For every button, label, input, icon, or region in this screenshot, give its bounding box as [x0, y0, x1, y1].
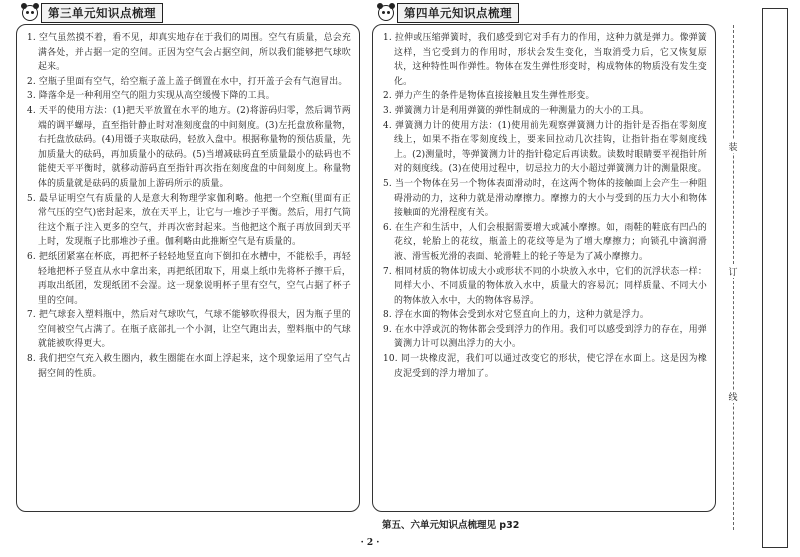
- left-content-box: [16, 24, 360, 512]
- left-section-header: [22, 4, 163, 22]
- right-item: 2. 弹力产生的条件是物体直接接触且发生弹性形变。: [383, 91, 595, 102]
- next-units-note: 第五、六单元知识点梳理见 p32: [382, 520, 520, 531]
- right-item: 5. 当一个物体在另一个物体表面滑动时，在这两个物体的接触面上会产生一种阻碍滑动的力，这种力就是滑动摩擦力。摩擦力的大小与受到的压力大小和物体接触面的光滑程度有关。: [383, 178, 707, 219]
- right-item: 4. 弹簧测力计的使用方法：(1)使用前先观察弹簧测力计的指针是否指在零刻度线上，如果不指在零刻度线上，要来回拉动几次挂钩，让指针指在零刻度线上。(2)测量时，等弹簧测力计的指针稳定后再读数。读数时眼睛要平视指针所对的刻度线。(3)在使用过程中，切忌拉力的大小超过弹簧测力计的测量限度。: [383, 120, 707, 175]
- right-section-header: [378, 4, 519, 22]
- right-section-title: 第四单元知识点梳理: [397, 3, 519, 23]
- panda-icon: [378, 5, 394, 21]
- panda-icon: [22, 5, 38, 21]
- right-item: 1. 拉伸或压缩弹簧时，我们感受到它对手有力的作用，这种力就是弹力。像弹簧这样，当它受到力的作用时，形状会发生变化，当取消受力后，它又恢复原状，这种特性叫作弹性。物体在发生弹性形变时，构成物体的物质没有发生变化。: [383, 33, 707, 87]
- right-item: 6. 在生产和生活中，人们会根据需要增大或减小摩擦。如，雨鞋的鞋底有凹凸的花纹，轮胎上的花纹，瓶盖上的花纹等是为了增大摩擦力；向锁孔中滴润滑液、滑雪板光滑的表面、轮滑鞋上的轮子等是为了减小摩擦力。: [383, 222, 707, 262]
- right-item: 10. 同一块橡皮泥，我们可以通过改变它的形状，使它浮在水面上。这是因为橡皮泥受到的浮力增加了。: [383, 354, 707, 379]
- binding-char-xian: 线: [727, 390, 739, 403]
- right-item: 3. 弹簧测力计是利用弹簧的弹性制成的一种测量力的大小的工具。: [383, 105, 649, 116]
- left-item: 5. 最早证明空气有质量的人是意大利物理学家伽利略。他把一个空瓶(里面有正常气压的空气)密封起来，放在天平上，让它与一堆沙子平衡。然后，用打气筒往这个瓶子注入更多的空气，并再次密封起来。当他把这个瓶子再放回到天平上时，发现瓶子比那堆沙子重。伽利略由此推断空气是有质量的。: [27, 193, 351, 248]
- binding-char-zhuang: 装: [727, 140, 739, 153]
- left-item: 1. 空气虽然摸不着，看不见，却真实地存在于我们的周围。空气有质量，总会充满各处，并占据一定的空间。正因为空气会占据空间，所以我们能够把气球吹起来。: [27, 33, 351, 73]
- left-item: 4. 天平的使用方法：(1)把天平放置在水平的地方。(2)将游码归零，然后调节两端的调平螺母，直至指针静止时对准刻度盘的中间刻度。(3)左托盘放称量物，右托盘放砝码。(4)用镊子夹取砝码，轻放入盘中。根据称量物的预估质量，先加质量大的砝码，再加质量小的砝码。(5)当增减砝码直至质量最小的砝码也不能使天平平衡时，就移动游码直至指针再次指在刻度盘的中间刻度上。称量物体的质量就是砝码的质量加上游码所示的质量。: [27, 105, 351, 189]
- right-content-box: [372, 24, 716, 512]
- right-item: 9. 在水中浮或沉的物体都会受到浮力的作用。我们可以感受到浮力的存在，用弹簧测力计可以测出浮力的大小。: [383, 324, 707, 350]
- page-number: · 2 ·: [360, 538, 380, 548]
- left-item: 2. 空瓶子里面有空气，给空瓶子盖上盖子倒置在水中，打开盖子会有气泡冒出。: [27, 76, 348, 87]
- left-item: 3. 降落伞是一种利用空气的阻力实现从高空缓慢下降的工具。: [27, 91, 275, 102]
- binding-char-ding: 订: [727, 265, 739, 278]
- right-item: 8. 浮在水面的物体会受到水对它竖直向上的力，这种力就是浮力。: [383, 310, 649, 321]
- right-item: 7. 相同材质的物体切成大小或形状不同的小块放入水中，它们的沉浮状态一样：同样大小、不同质量的物体放入水中，质量大的容易沉；同样质量、不同大小的物体放入水中，大的物体容易浮。: [383, 266, 707, 306]
- left-item: 7. 把气球套入塑料瓶中，然后对气球吹气，气球不能够吹得很大，因为瓶子里的空间被空气占满了。在瓶子底部扎一个小洞，让空气跑出去，塑料瓶中的气球就能被吹得更大。: [27, 310, 351, 350]
- left-item: 8. 我们把空气充入救生圈内，救生圈能在水面上浮起来，这个现象运用了空气占据空间的性质。: [27, 354, 351, 379]
- binding-margin-box: [762, 8, 788, 548]
- left-item: 6. 把纸团紧塞在杯底，再把杯子轻轻地竖直向下倒扣在水槽中，不能松手，再轻轻地把杯子竖直从水中拿出来，再把纸团取下，用桌上纸巾先将杯子擦干后，再取出纸团，发现纸团不会湿。这一现象说明杯子里有空气，空气占据了杯子里的空间。: [27, 251, 351, 306]
- left-section-title: 第三单元知识点梳理: [41, 3, 163, 23]
